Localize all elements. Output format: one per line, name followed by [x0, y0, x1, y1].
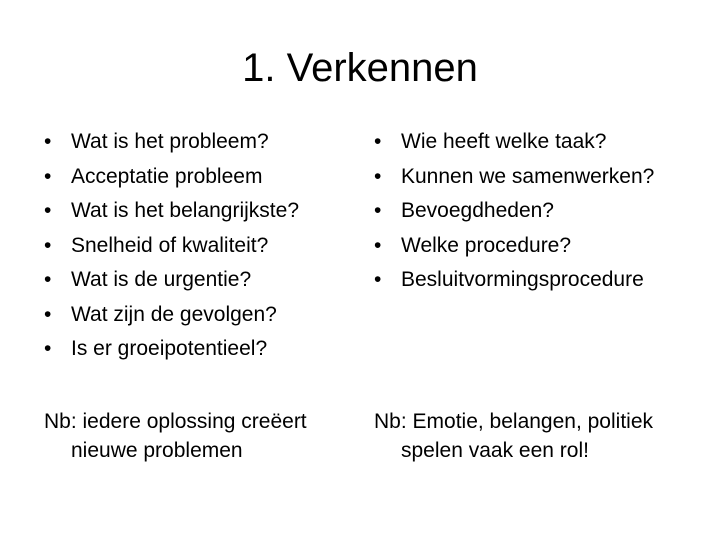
list-item: [374, 160, 694, 195]
list-item: [44, 332, 364, 367]
list-item: [44, 160, 364, 195]
list-item-text: Kunnen we samenwerken?: [401, 164, 655, 188]
left-column: [44, 125, 364, 367]
left-note-line-1: Nb: iedere oplossing creëert: [44, 410, 307, 433]
bullet-icon: •: [374, 130, 382, 153]
bullet-icon: •: [44, 302, 52, 326]
bullet-icon: •: [44, 337, 52, 360]
left-bullet-list: [44, 125, 364, 367]
list-item-text: Is er groeipotentieel?: [71, 337, 268, 360]
list-item-text: Acceptatie probleem: [71, 164, 263, 188]
left-note-line-2: nieuwe problemen: [71, 439, 243, 462]
list-item: [374, 229, 694, 264]
list-item: [44, 125, 364, 160]
list-item: [44, 229, 364, 264]
right-note-line-1: Nb: Emotie, belangen, politiek: [374, 410, 653, 433]
left-note: [44, 407, 364, 465]
list-item-text: Snelheid of kwaliteit?: [71, 233, 269, 257]
bullet-icon: •: [44, 233, 52, 257]
bullet-icon: •: [44, 164, 52, 188]
right-bullet-list: [374, 125, 694, 298]
list-item: [44, 263, 364, 298]
list-item-text: Bevoegdheden?: [401, 199, 554, 222]
right-column: [374, 125, 694, 298]
bullet-icon: •: [374, 233, 382, 257]
list-item-text: Wat is de urgentie?: [71, 268, 252, 291]
list-item-text: Welke procedure?: [401, 233, 572, 257]
list-item-text: Wat is het belangrijkste?: [71, 199, 299, 222]
bullet-icon: •: [44, 199, 52, 222]
list-item: [374, 263, 694, 298]
bullet-icon: •: [374, 164, 382, 188]
list-item: [44, 194, 364, 229]
bullet-icon: •: [374, 268, 382, 291]
bullet-icon: •: [44, 130, 52, 153]
list-item-text: Wat zijn de gevolgen?: [71, 302, 277, 326]
bullet-icon: •: [374, 199, 382, 222]
list-item: [374, 125, 694, 160]
list-item-text: Wat is het probleem?: [71, 130, 269, 153]
list-item-text: Besluitvormingsprocedure: [401, 268, 644, 291]
bullet-icon: •: [44, 268, 52, 291]
list-item: [44, 298, 364, 333]
slide-title: 1. Verkennen: [242, 46, 478, 90]
right-note-line-2: spelen vaak een rol!: [401, 439, 589, 462]
list-item-text: Wie heeft welke taak?: [401, 130, 607, 153]
right-note: [374, 407, 714, 465]
list-item: [374, 194, 694, 229]
